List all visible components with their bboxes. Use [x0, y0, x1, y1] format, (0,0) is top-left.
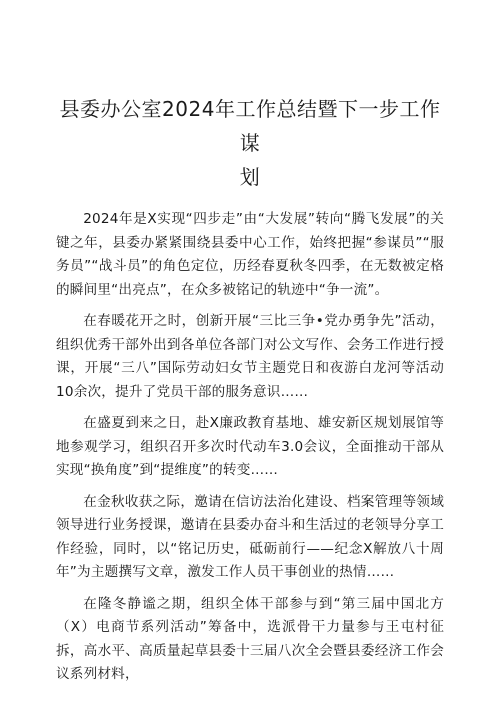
- paragraph-intro: 2024年是X实现“四步走”由“大发展”转向“腾飞发展”的关键之年，县委办紧紧围绕县委中心工作，始终把握“参谋员”“服务员”“战斗员”的角色定位，历经春夏秋冬四季，在无数被定格的瞬间里“出亮点”，在众多被铭记的轨迹中“争一流”。: [56, 211, 444, 298]
- paragraph-autumn: 在金秋收获之际，邀请在信访法治化建设、档案管理等领域领导进行业务授课，邀请在县委办奋斗和生活过的老领导分享工作经验，同时，以“铭记历史，砥砺前行——纪念X解放八十周年”为主题撰写文章，激发工作人员干事创业的热情……: [56, 493, 444, 580]
- paragraph-summer: 在盛夏到来之日，赴X廉政教育基地、雄安新区规划展馆等地参观学习，组织召开多次时代动车3.0会议，全面推动干部从实现“换角度”到“提维度”的转变……: [56, 415, 444, 478]
- paragraph-spring: 在春暖花开之时，创新开展“三比三争•党办勇争先”活动，组织优秀干部外出到各单位各部门对公文写作、会务工作进行授课，开展“三八”国际劳动妇女节主题党日和夜游白龙河等活动10余次，提升了党员干部的服务意识……: [56, 313, 444, 400]
- document-title-line-2: 划: [239, 165, 261, 189]
- document-title-line-1: 县委办公室2024年工作总结暨下一步工作谋: [59, 97, 441, 155]
- document-title: [56, 92, 444, 194]
- paragraph-winter: 在隆冬静谧之期，组织全体干部参与到“第三届中国北方（X）电商节系列活动”筹备中，选派骨干力量参与王屯村征拆，高水平、高质量起草县委十三届八次全会暨县委经济工作会议系列材料，: [56, 595, 444, 682]
